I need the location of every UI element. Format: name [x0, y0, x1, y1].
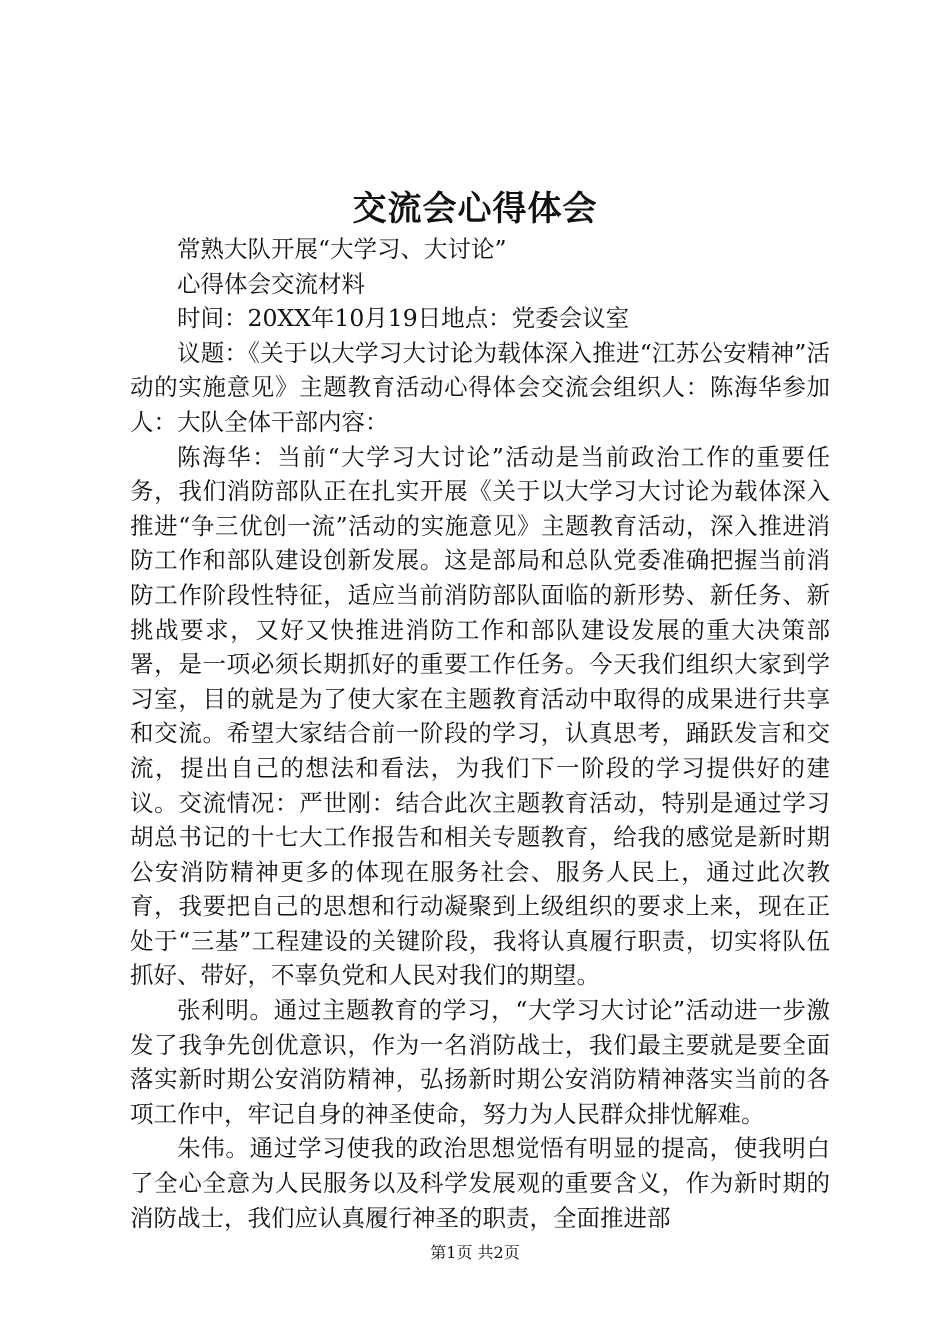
- paragraph-topic: 议题：《关于以大学习大讨论为载体深入推进“江苏公安精神”活动的实施意见》主题教育活动心得体会交流会组织人：陈海华参加人：大队全体干部内容：: [130, 338, 830, 436]
- paragraph-heading-line-2: 心得体会交流材料: [177, 269, 365, 298]
- paragraph-chen-haihua: 陈海华：当前“大学习大讨论”活动是当前政治工作的重要任务，我们消防部队正在扎实开展《关于以大学习大讨论为载体深入推进“争三优创一流”活动的实施意见》主题教育活动，深入推进消防工作和部队建设创新发展。这是部局和总队党委准确把握当前消防工作阶段性特征，适应当前消防部队面临的新形势、新任务、新挑战要求，又好又快推进消防工作和部队建设发展的重大决策部署，是一项必须长期抓好的重要工作任务。今天我们组织大家到学习室，目的就是为了使大家在主题教育活动中取得的成果进行共享和交流。希望大家结合前一阶段的学习，认真思考，踊跃发言和交流，提出自己的想法和看法，为我们下一阶段的学习提供好的建议。交流情况：严世刚：结合此次主题教育活动，特别是通过学习胡总书记的十七大工作报告和相关专题教育，给我的感觉是新时期公安消防精神更多的体现在服务社会、服务人民上，通过此次教育，我要把自己的思想和行动凝聚到上级组织的要求上来，现在正处于“三基”工程建设的关键阶段，我将认真履行职责，切实将队伍抓好、带好，不辜负党和人民对我们的期望。: [130, 442, 830, 990]
- document-body: [130, 232, 830, 1235]
- paragraph-heading-line-1: 常熟大队开展“大学习、大讨论”: [177, 235, 507, 263]
- paragraph-zhu-wei: 朱伟。通过学习使我的政治思想觉悟有明显的提高，使我明白了全心全意为人民服务以及科学发展观的重要含义，作为新时期的消防战士，我们应认真履行神圣的职责，全面推进部: [130, 1134, 830, 1232]
- paragraph-zhang-liming: 张利明。通过主题教育的学习，“大学习大讨论”活动进一步激发了我争先创优意识，作为一名消防战士，我们最主要就是要全面落实新时期公安消防精神，弘扬新时期公安消防精神落实当前的各项工作中，牢记自身的神圣使命，努力为人民群众排忧解难。: [130, 996, 830, 1128]
- document-title: 交流会心得体会: [352, 189, 598, 229]
- page-footer: 第1页 共2页: [430, 1243, 520, 1262]
- paragraph-time-place: 时间：20XX年10月19日地点：党委会议室: [177, 304, 630, 333]
